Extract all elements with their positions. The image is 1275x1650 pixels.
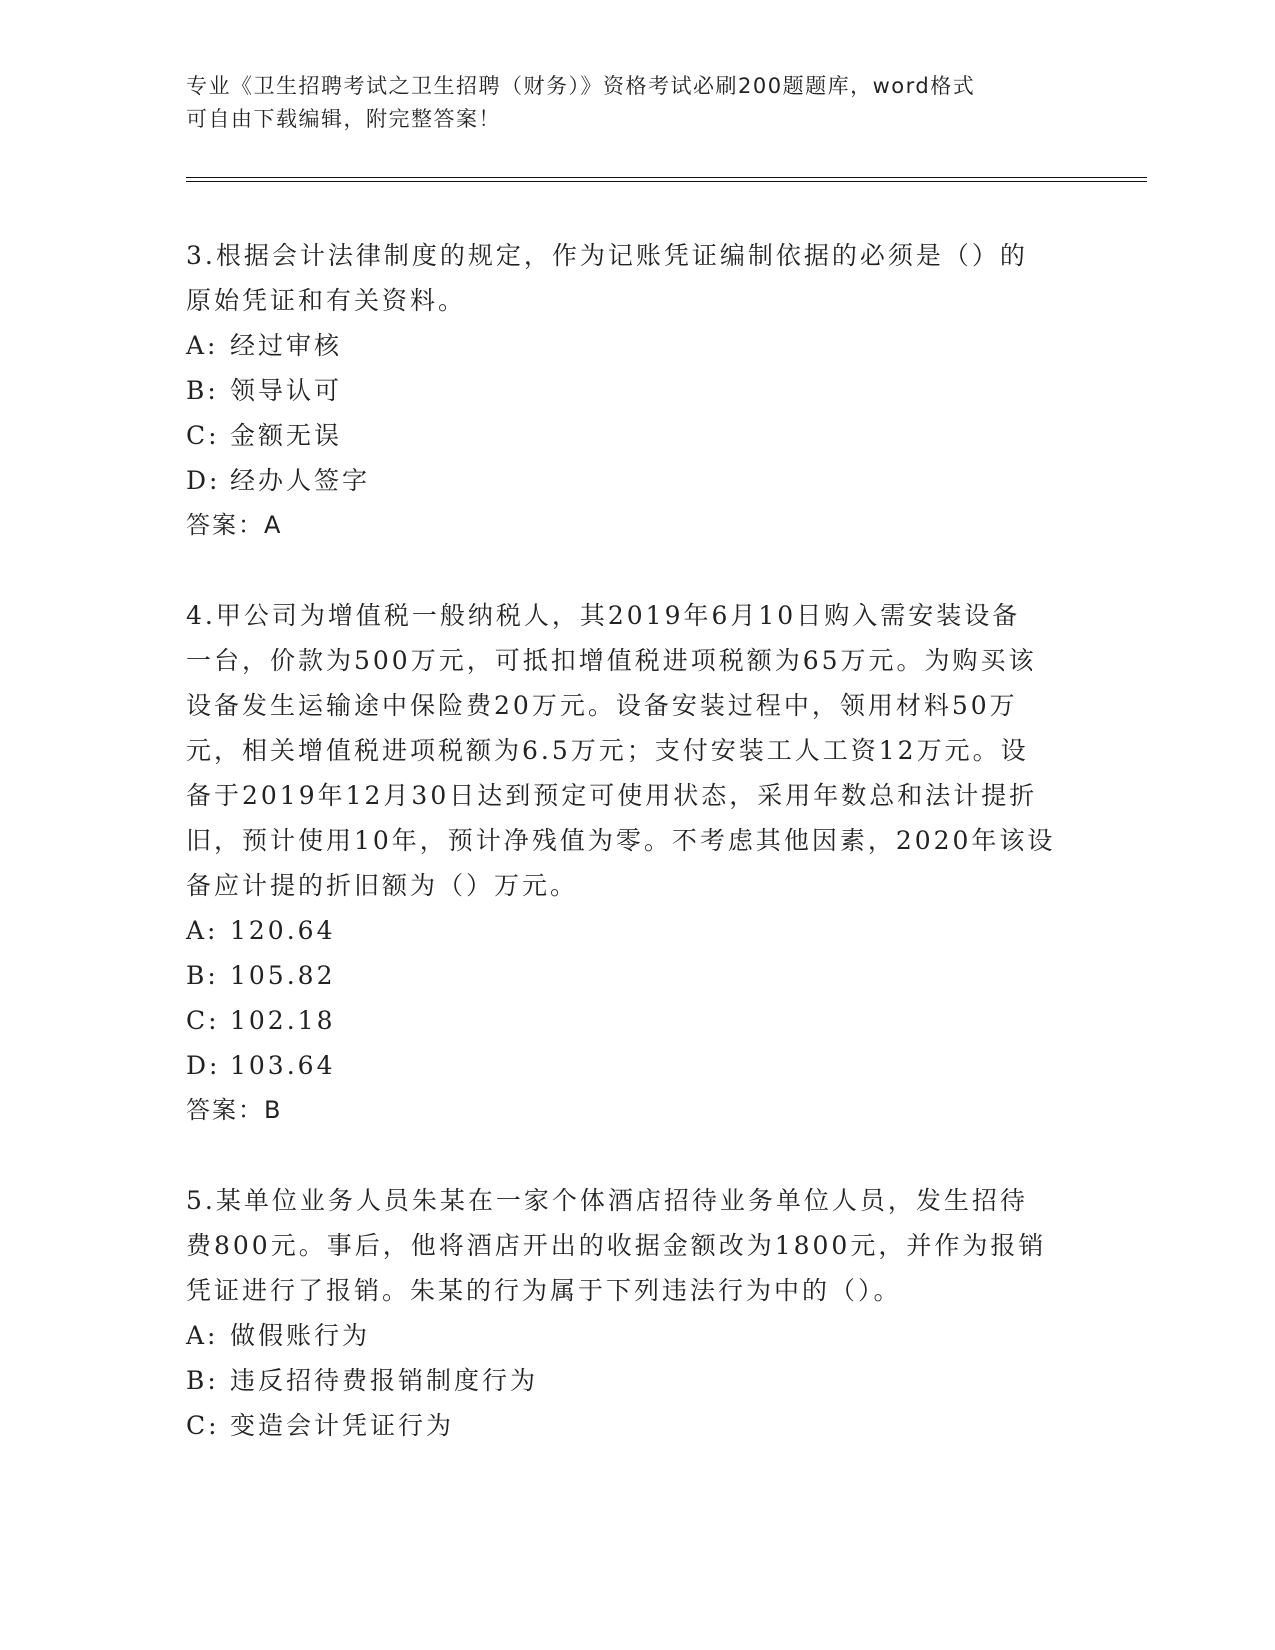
option-b bbox=[186, 953, 1086, 998]
option-label: B: bbox=[186, 961, 219, 990]
answer-line: 答案：A bbox=[186, 511, 283, 539]
option-text: 105.82 bbox=[230, 961, 336, 990]
question-5 bbox=[186, 1178, 1086, 1448]
option-label: A: bbox=[186, 916, 219, 945]
document-header bbox=[186, 70, 1086, 136]
option-text: 领导认可 bbox=[230, 376, 343, 405]
option-label: D: bbox=[186, 466, 221, 495]
question-list bbox=[186, 233, 1086, 1448]
option-b bbox=[186, 368, 1086, 413]
option-label: C: bbox=[186, 421, 220, 450]
question-4 bbox=[186, 593, 1086, 1133]
option-text: 违反招待费报销制度行为 bbox=[230, 1366, 539, 1395]
option-a bbox=[186, 323, 1086, 368]
option-a bbox=[186, 908, 1086, 953]
option-text: 103.64 bbox=[230, 1051, 336, 1080]
question-3 bbox=[186, 233, 1086, 548]
option-d bbox=[186, 1043, 1086, 1088]
header-divider-bottom bbox=[186, 181, 1147, 182]
option-label: D: bbox=[186, 1051, 221, 1080]
option-b bbox=[186, 1358, 1086, 1403]
header-line-1: 专业《卫生招聘考试之卫生招聘（财务）》资格考试必刷200题题库，word格式 bbox=[186, 74, 976, 98]
option-label: B: bbox=[186, 376, 219, 405]
option-label: A: bbox=[186, 331, 219, 360]
option-c bbox=[186, 1403, 1086, 1448]
option-label: B: bbox=[186, 1366, 219, 1395]
header-line-2: 可自由下载编辑，附完整答案！ bbox=[186, 107, 501, 131]
option-label: C: bbox=[186, 1411, 220, 1440]
option-text: 做假账行为 bbox=[230, 1321, 371, 1350]
question-text: 5.某单位业务人员朱某在一家个体酒店招待业务单位人员，发生招待 费800元。事后，他将酒店开出的收据金额改为1800元，并作为报销 凭证进行了报销。朱某的行为属于下列违法行为中的（）。 bbox=[186, 1186, 1047, 1305]
option-text: 102.18 bbox=[230, 1006, 336, 1035]
option-text: 变造会计凭证行为 bbox=[230, 1411, 455, 1440]
option-text: 经过审核 bbox=[230, 331, 343, 360]
option-c bbox=[186, 413, 1086, 458]
option-text: 经办人签字 bbox=[230, 466, 371, 495]
question-spacer bbox=[186, 548, 1086, 593]
question-spacer bbox=[186, 1133, 1086, 1178]
option-d bbox=[186, 458, 1086, 503]
option-c bbox=[186, 998, 1086, 1043]
option-label: A: bbox=[186, 1321, 219, 1350]
answer-line: 答案：B bbox=[186, 1096, 283, 1124]
option-label: C: bbox=[186, 1006, 220, 1035]
option-text: 金额无误 bbox=[230, 421, 343, 450]
option-a bbox=[186, 1313, 1086, 1358]
question-text: 3.根据会计法律制度的规定，作为记账凭证编制依据的必须是（）的 原始凭证和有关资料。 bbox=[186, 241, 1028, 315]
question-text: 4.甲公司为增值税一般纳税人，其2019年6月10日购入需安装设备 一台，价款为500万元，可抵扣增值税进项税额为65万元。为购买该 设备发生运输途中保险费20万元。设备安装过程中，领用材料50万 元，相关增值税进项税额为6.5万元；支付安装工人工资12万元。设 备于2019年12月30日达到预定可使用状态，采用年数总和法计提折 旧，预计使用10年，预计净残值为零。不考虑其他因素，2020年该设 备应计提的折旧额为（）万元。 bbox=[186, 601, 1056, 900]
option-text: 120.64 bbox=[230, 916, 336, 945]
header-divider-top bbox=[186, 177, 1147, 178]
